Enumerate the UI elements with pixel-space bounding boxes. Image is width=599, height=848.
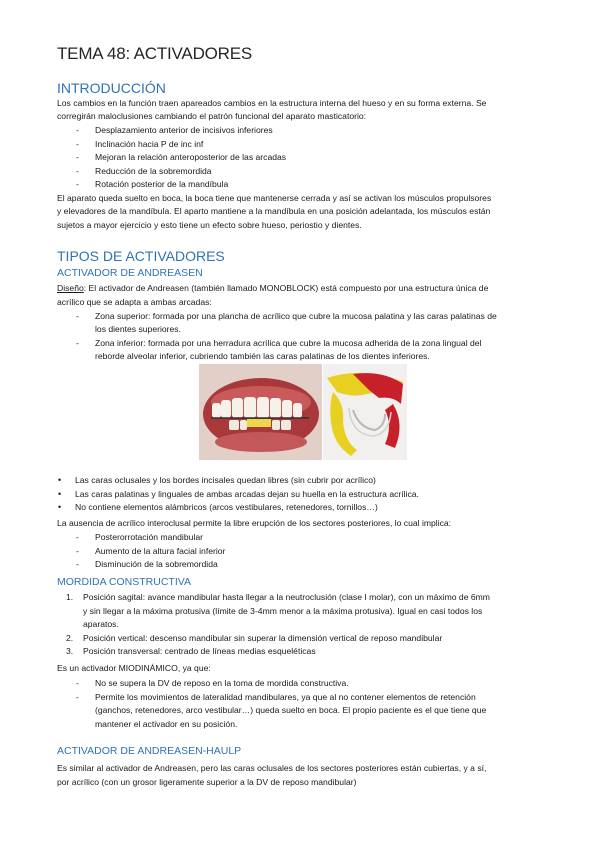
list-item: - Aumento de la altura facial inferior <box>95 545 225 559</box>
page-title: TEMA 48: ACTIVADORES <box>57 44 253 63</box>
diseno-text: : El activador de Andreasen (también llamado MONOBLOCK) está compuesto por una estructura única de <box>83 283 489 293</box>
list-item: - Rotación posterior de la mandíbula <box>95 178 228 192</box>
numbered-item <box>66 591 490 605</box>
section-heading-introduccion: INTRODUCCIÓN <box>57 80 166 96</box>
intro-paragraph-line: sujetos a mayor ejercicio y esto tiene un efecto sobre hueso, periostio y dientes. <box>57 220 362 230</box>
intro-paragraph-line: corregirán maloclusiones cambiando el patrón funcional del aparato masticatorio: <box>57 111 367 121</box>
list-item: - Desplazamiento anterior de incisivos inferiores <box>95 124 273 138</box>
section-heading-tipos: TIPOS DE ACTIVADORES <box>57 248 225 264</box>
list-item-continuation: (ganchos, retenedores, arco vestibular…) queda suelto en boca. El propio paciente es el que tiene que <box>95 705 487 715</box>
list-item: - Reducción de la sobremordida <box>95 165 212 179</box>
haulp-paragraph-line: Es similar al activador de Andreasen, pero las caras oclusales de los sectores posteriores están cubiertas, y a sí, <box>57 763 487 773</box>
numbered-item <box>66 645 316 659</box>
list-item: - Disminución de la sobremordida <box>95 558 218 572</box>
list-item: - Posterorrotación mandibular <box>95 531 203 545</box>
item-text: Posición vertical: descenso mandibular sin superar la dimensión vertical de reposo mandibular <box>83 633 443 643</box>
numbered-item-continuation: y sin llegar a la máxima protusiva (límite de 3-4mm menor a la máxima protusiva). Igual en casi todos los <box>83 606 483 616</box>
bullet-item: • Las caras palatinas y linguales de ambas arcadas dejan su huella en la estructura acrílica. <box>75 488 419 502</box>
item-text: Posición transversal: centrado de líneas medias esqueléticas <box>83 646 316 656</box>
numbered-item-continuation: aparatos. <box>83 619 119 629</box>
intraoral-photo <box>199 364 322 460</box>
subheading-mordida-constructiva: MORDIDA CONSTRUCTIVA <box>57 576 191 588</box>
haulp-paragraph-line: por acrílico (con un grosor ligeramente superior a la DV de reposo mandibular) <box>57 777 357 787</box>
item-number: 1. <box>66 592 74 602</box>
monoblock-appliance-photo <box>323 364 407 460</box>
list-item: - Mejoran la relación anteroposterior de las arcadas <box>95 151 286 165</box>
list-item-continuation: mantener el activador en su posición. <box>95 719 238 729</box>
diseno-line <box>57 282 488 296</box>
item-number: 2. <box>66 633 74 643</box>
intro-paragraph-line: El aparato queda suelto en boca, la boca tiene que mantenerse cerrada y así se activan los músculos propulsores <box>57 193 492 203</box>
diseno-label: Diseño <box>57 283 84 293</box>
list-item: - Inclinación hacia P de inc inf <box>95 138 203 152</box>
intro-paragraph-line: y elevadores de la mandíbula. El aparto mantiene a la mandíbula en una posición adelantada, los músculos están <box>57 206 491 216</box>
list-item-continuation: reborde alveolar inferior, cubriendo también las caras palatinas de los dientes inferiores. <box>95 351 430 361</box>
list-item: - Permite los movimientos de lateralidad mandibulares, ya que al no contener elementos de retención <box>95 691 476 705</box>
list-item-continuation: los dientes superiores. <box>95 324 181 334</box>
ausencia-paragraph: La ausencia de acrílico interoclusal permite la libre erupción de los sectores posteriores, lo cual implica: <box>57 518 452 528</box>
item-text: Posición sagital: avance mandibular hasta llegar a la neutroclusión (clase I molar), con un máximo de 6mm <box>83 592 490 602</box>
bullet-item: • No contiene elementos alámbricos (arcos vestibulares, retenedores, tornillos…) <box>75 501 378 515</box>
subheading-andreasen-haulp: ACTIVADOR DE ANDREASEN-HAULP <box>57 745 242 757</box>
list-item: - No se supera la DV de reposo en la toma de mordida constructiva. <box>95 677 349 691</box>
diseno-line: acrílico que se adapta a ambas arcadas: <box>57 297 212 307</box>
intro-paragraph-line: Los cambios en la función traen apareados cambios en la estructura interna del hueso y en su forma externa. Se <box>57 98 487 108</box>
list-item: - Zona superior: formada por una plancha de acrílico que cubre la mucosa palatina y las caras palatinas de <box>95 310 497 324</box>
item-number: 3. <box>66 646 74 656</box>
bullet-item: • Las caras oclusales y los bordes incisales quedan libres (sin cubrir por acrílico) <box>75 474 376 488</box>
list-item: - Zona inferior: formada por una herradura acrílica que cubre la mucosa adherida de la zona lingual del <box>95 337 481 351</box>
subheading-andreasen: ACTIVADOR DE ANDREASEN <box>57 267 203 279</box>
numbered-item <box>66 632 443 646</box>
miodinamico-paragraph: Es un activador MIODINÁMICO, ya que: <box>57 663 211 673</box>
